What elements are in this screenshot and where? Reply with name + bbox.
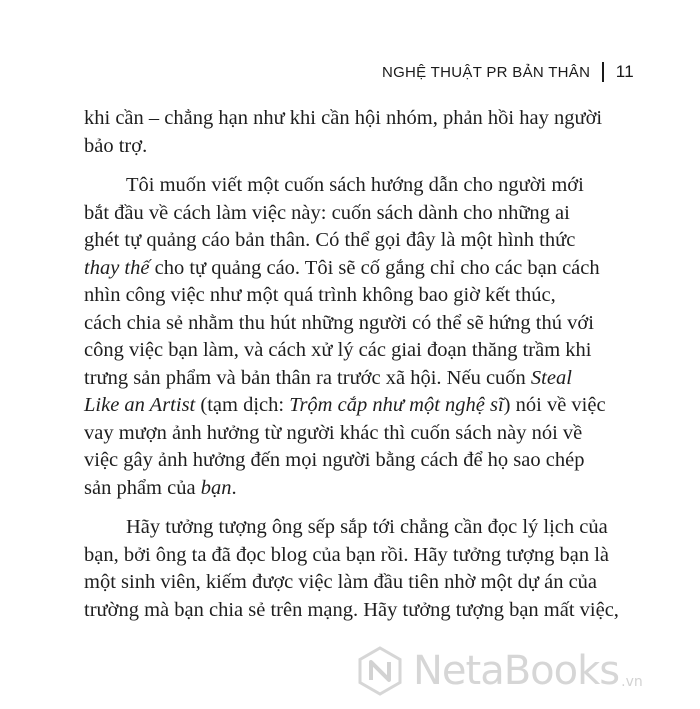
paragraph-2 (84, 172, 664, 502)
text-line: Tôi muốn viết một cuốn sách hướng dẫn cho người mới (126, 174, 584, 196)
text-line: cách chia sẻ nhằm thu hút những người có thể sẽ hứng thú với (84, 311, 594, 334)
text-line: nhìn công việc như một quá trình không bao giờ kết thúc, (84, 284, 556, 306)
text-run: cho tự quảng cáo. Tôi sẽ cố gắng chỉ cho các bạn cách (149, 256, 600, 279)
text-run: (tạm dịch: (195, 394, 290, 416)
text-line: trường mà bạn chia sẻ trên mạng. Hãy tưởng tượng bạn mất việc, (84, 598, 619, 621)
watermark (355, 640, 700, 702)
text-line: bắt đầu về cách làm việc này: cuốn sách dành cho những ai (84, 201, 570, 224)
text-line: khi cần – chẳng hạn như khi cần hội nhóm, phản hồi hay người (84, 107, 603, 129)
book-title-italic: Like an Artist (84, 394, 196, 416)
body-text (84, 105, 664, 624)
paragraph-1 (84, 105, 664, 160)
text-line: một sinh viên, kiếm được việc làm đầu tiên nhờ một dự án của (84, 571, 598, 593)
running-header (382, 62, 634, 82)
text-line: công việc bạn làm, và cách xử lý các giai đoạn thăng trầm khi (84, 339, 592, 361)
translated-title-italic: Trộm cắp như một nghệ sĩ (289, 394, 504, 416)
paragraph-3 (84, 514, 664, 624)
text-line (84, 255, 664, 283)
page-number: 11 (615, 62, 634, 81)
running-title: NGHỆ THUẬT PR BẢN THÂN (381, 63, 591, 81)
text-line: việc gây ảnh hưởng đến mọi người bằng cách để họ sao chép (84, 449, 585, 471)
netabooks-logo-icon (355, 646, 405, 696)
text-line: bạn, bởi ông ta đã đọc blog của bạn rồi. Hãy tưởng tượng bạn là (84, 543, 609, 566)
italic-phrase: thay thế (84, 256, 150, 279)
italic-word: bạn (200, 476, 232, 499)
text-line (84, 475, 664, 503)
watermark-brand: NetaBooks (413, 648, 620, 694)
text-line (84, 365, 664, 393)
text-run: trưng sản phẩm và bản thân ra trước xã hội. Nếu cuốn (84, 366, 531, 389)
text-line (84, 392, 664, 420)
text-line: ghét tự quảng cáo bản thân. Có thể gọi đây là một hình thức (84, 229, 576, 251)
paragraph-gap (84, 160, 664, 172)
text-line: vay mượn ảnh hưởng từ người khác thì cuốn sách này nói về (84, 421, 583, 444)
text-run: ) nói về việc (503, 394, 606, 416)
text-run: . (231, 476, 237, 499)
text-line: bảo trợ. (84, 134, 148, 157)
text-run: sản phẩm của (84, 476, 201, 499)
text-line: Hãy tưởng tượng ông sếp sắp tới chẳng cần đọc lý lịch của (126, 516, 608, 538)
paragraph-gap (84, 502, 664, 514)
book-title-italic: Steal (530, 366, 572, 389)
header-separator (602, 62, 604, 82)
watermark-tld: .vn (621, 674, 643, 690)
